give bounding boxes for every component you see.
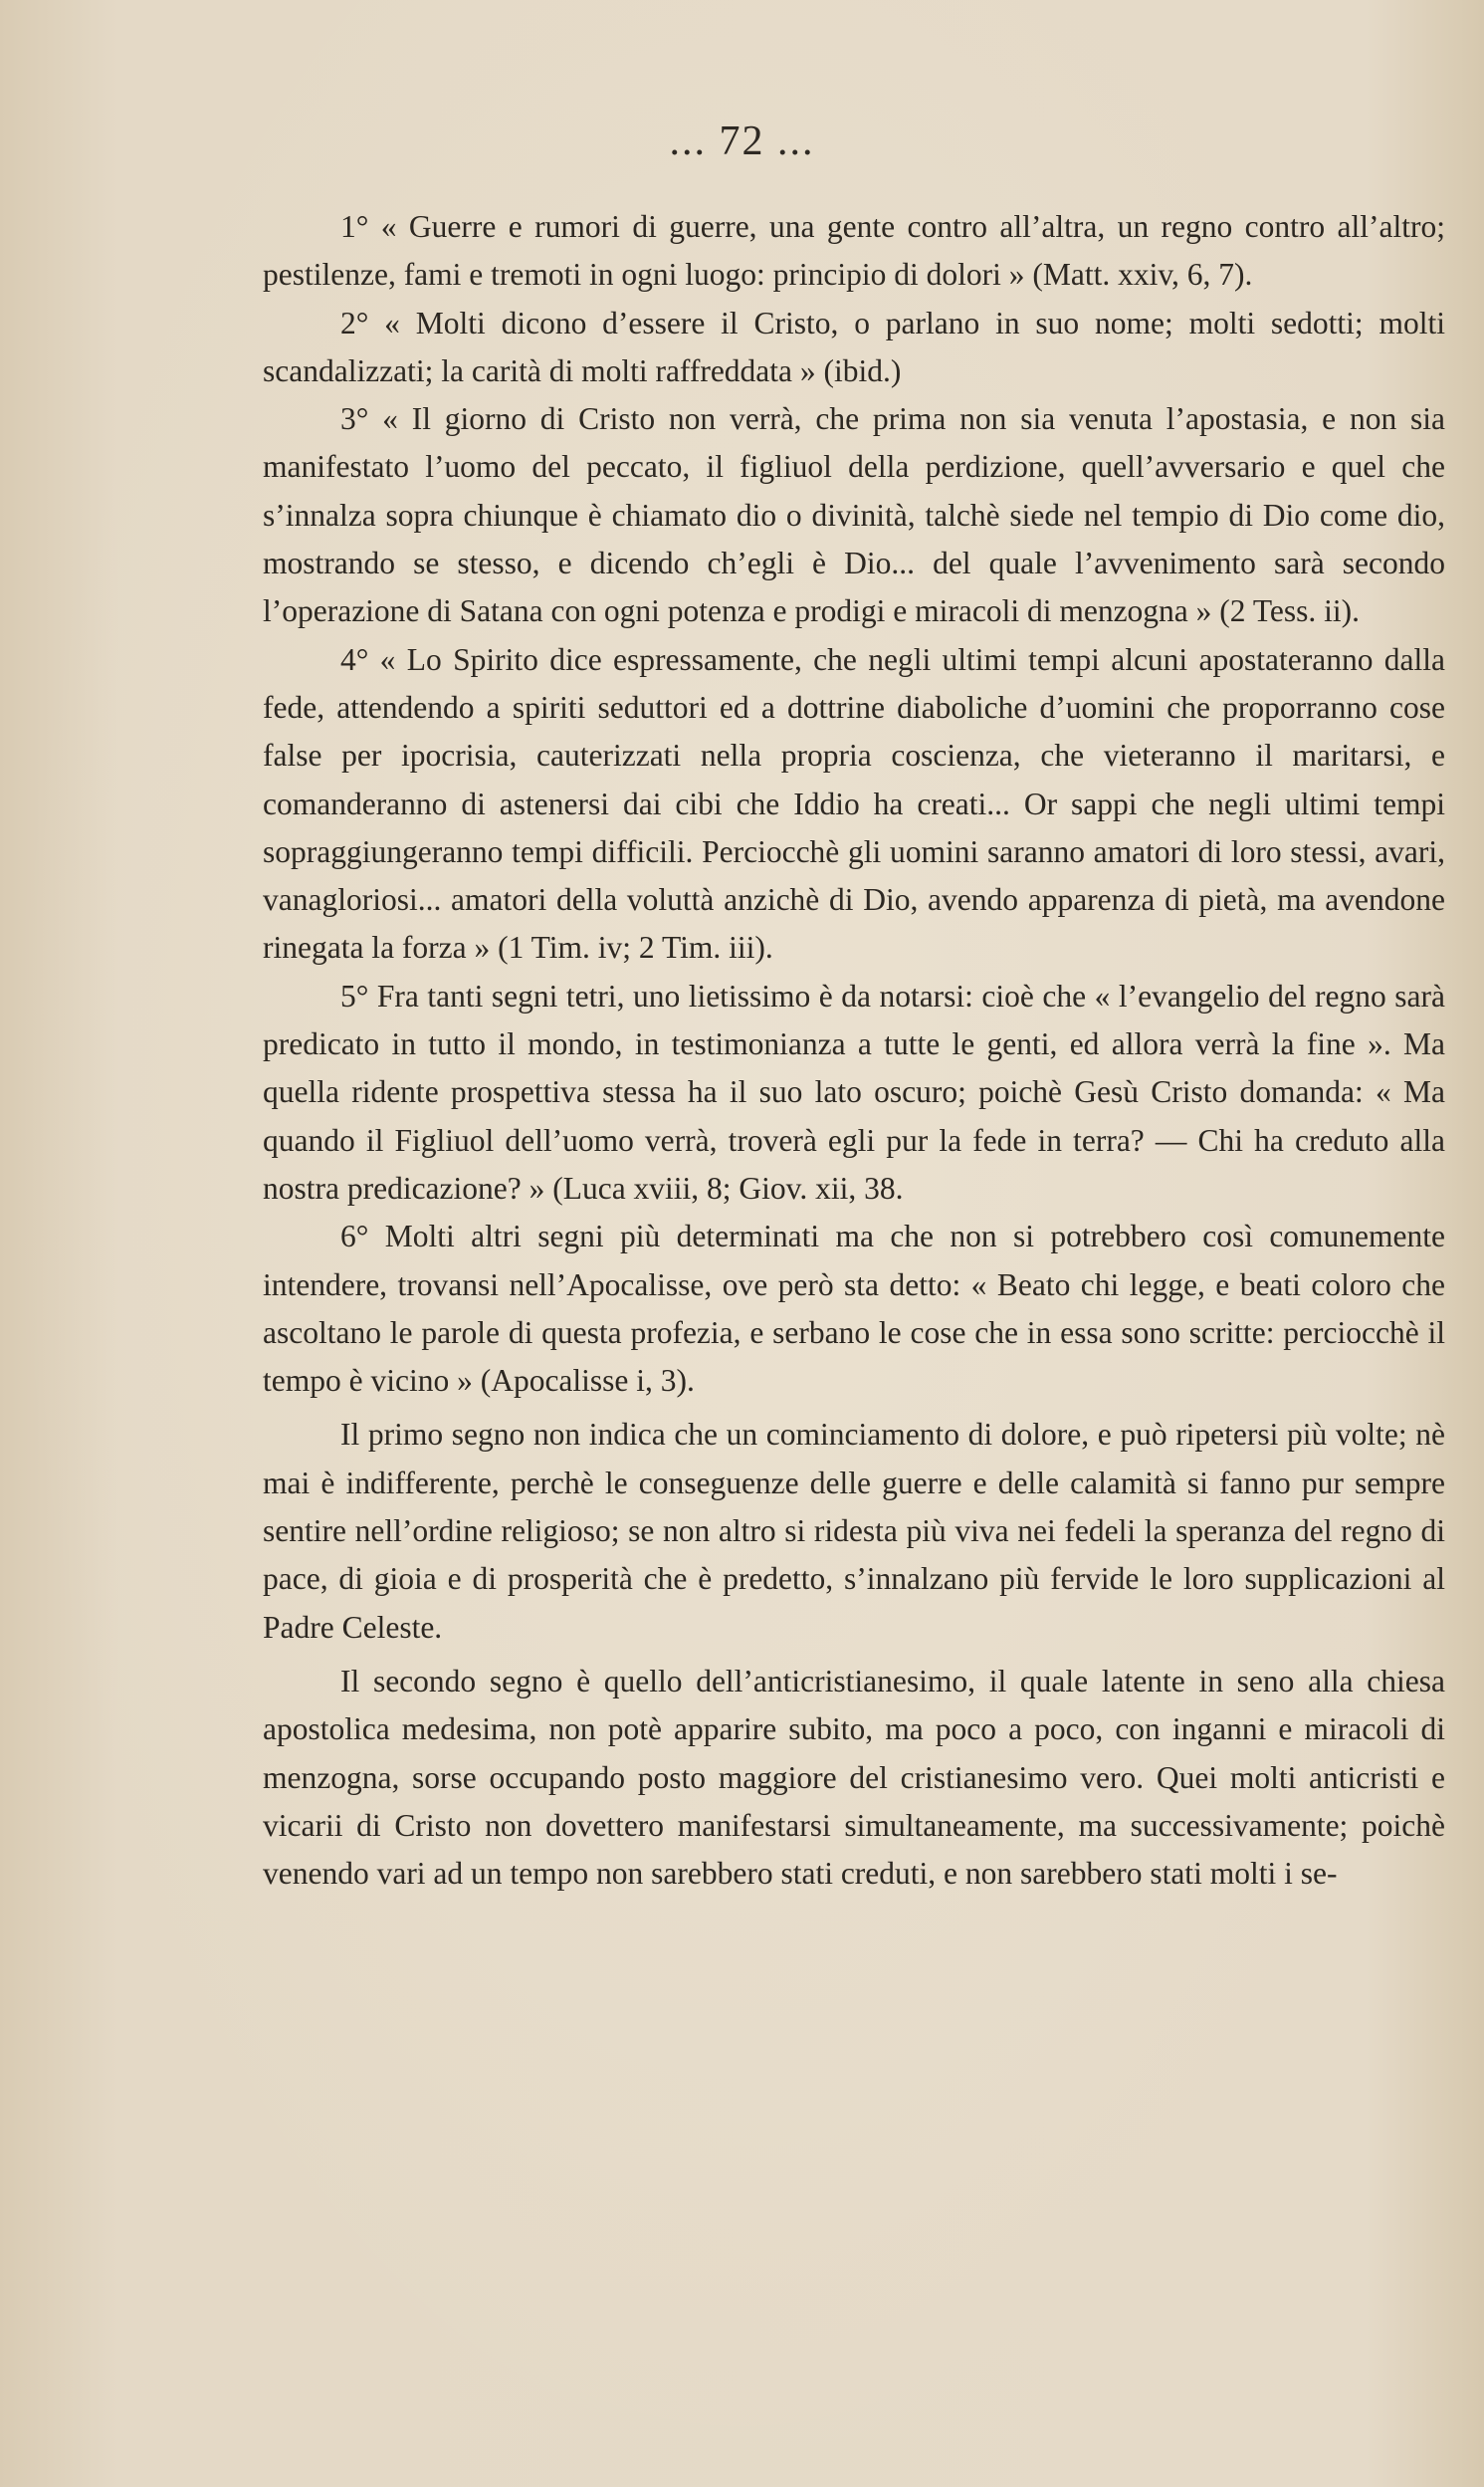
paragraph-6: 6° Molti altri segni più determinati ma che non si potrebbero così comunemente intendere, trovansi nell’Apocalisse, ove però sta detto: « Beato chi legge, e beati coloro che ascoltano le parole di questa profezia, e serbano le cose che in essa sono scritte: perciocchè il tempo è vicino » (Apocalisse i, 3). [263, 1219, 1445, 1399]
paragraph-8: Il secondo segno è quello dell’anticristianesimo, il quale latente in seno alla chiesa apostolica medesima, non potè apparire subito, ma poco a poco, con inganni e miracoli di menzogna, sorse occupando posto maggiore del cristianesimo vero. Quei molti anticristi e vicarii di Cristo non dovettero manifestarsi simultaneamente, ma successivamente; poichè venendo vari ad un tempo non sarebbero stati creduti, e non sarebbero stati molti i se- [263, 1663, 1445, 1892]
page-number: ... 72 ... [669, 118, 815, 164]
body-text [263, 203, 1445, 1898]
paragraph-4: 4° « Lo Spirito dice espressamente, che negli ultimi tempi alcuni apostateranno dalla fede, attendendo a spiriti seduttori ed a dottrine diaboliche d’uomini che proporranno cose false per ipocrisia, cauterizzati nella propria coscienza, che vieteranno il maritarsi, e comanderanno di astenersi dai cibi che Iddio ha creati... Or sappi che negli ultimi tempi sopraggiungeranno tempi difficili. Perciocchè gli uomini saranno amatori di loro stessi, avari, vanagloriosi... amatori della voluttà anzichè di Dio, avendo apparenza di pietà, ma avendone rinegata la forza » (1 Tim. iv; 2 Tim. iii). [263, 641, 1445, 966]
paragraph-1: 1° « Guerre e rumori di guerre, una gente contro all’altra, un regno contro all’altro; pestilenze, fami e tremoti in ogni luogo: principio di dolori » (Matt. xxiv, 6, 7). [263, 209, 1445, 293]
paragraph-5: 5° Fra tanti segni tetri, uno lietissimo è da notarsi: cioè che « l’evangelio del regno sarà predicato in tutto il mondo, in testimonianza a tutte le genti, ed allora verrà la fine ». Ma quella ridente prospettiva stessa ha il suo lato oscuro; poichè Gesù Cristo domanda: « Ma quando il Figliuol dell’uomo verrà, troverà egli pur la fede in terra? — Chi ha creduto alla nostra predicazione? » (Luca xviii, 8; Giov. xii, 38. [263, 978, 1445, 1206]
paragraph-3: 3° « Il giorno di Cristo non verrà, che prima non sia venuta l’apostasia, e non sia manifestato l’uomo del peccato, il figliuol della perdizione, quell’avversario e quel che s’innalza sopra chiunque è chiamato dio o divinità, talchè siede nel tempio di Dio come dio, mostrando se stesso, e dicendo ch’egli è Dio... del quale l’avvenimento sarà secondo l’operazione di Satana con ogni potenza e prodigi e miracoli di menzogna » (2 Tess. ii). [263, 401, 1445, 629]
paragraph-2: 2° « Molti dicono d’essere il Cristo, o parlano in suo nome; molti sedotti; molti scandalizzati; la carità di molti raffreddata » (ibid.) [263, 305, 1445, 388]
paragraph-7: Il primo segno non indica che un cominciamento di dolore, e può ripetersi più volte; nè mai è indifferente, perchè le conseguenze delle guerre e delle calamità si fanno pur sempre sentire nell’ordine religioso; se non altro si ridesta più viva nei fedeli la speranza del regno di pace, di gioia e di prosperità che è predetto, s’innalzano più fervide le loro supplicazioni al Padre Celeste. [263, 1417, 1445, 1645]
